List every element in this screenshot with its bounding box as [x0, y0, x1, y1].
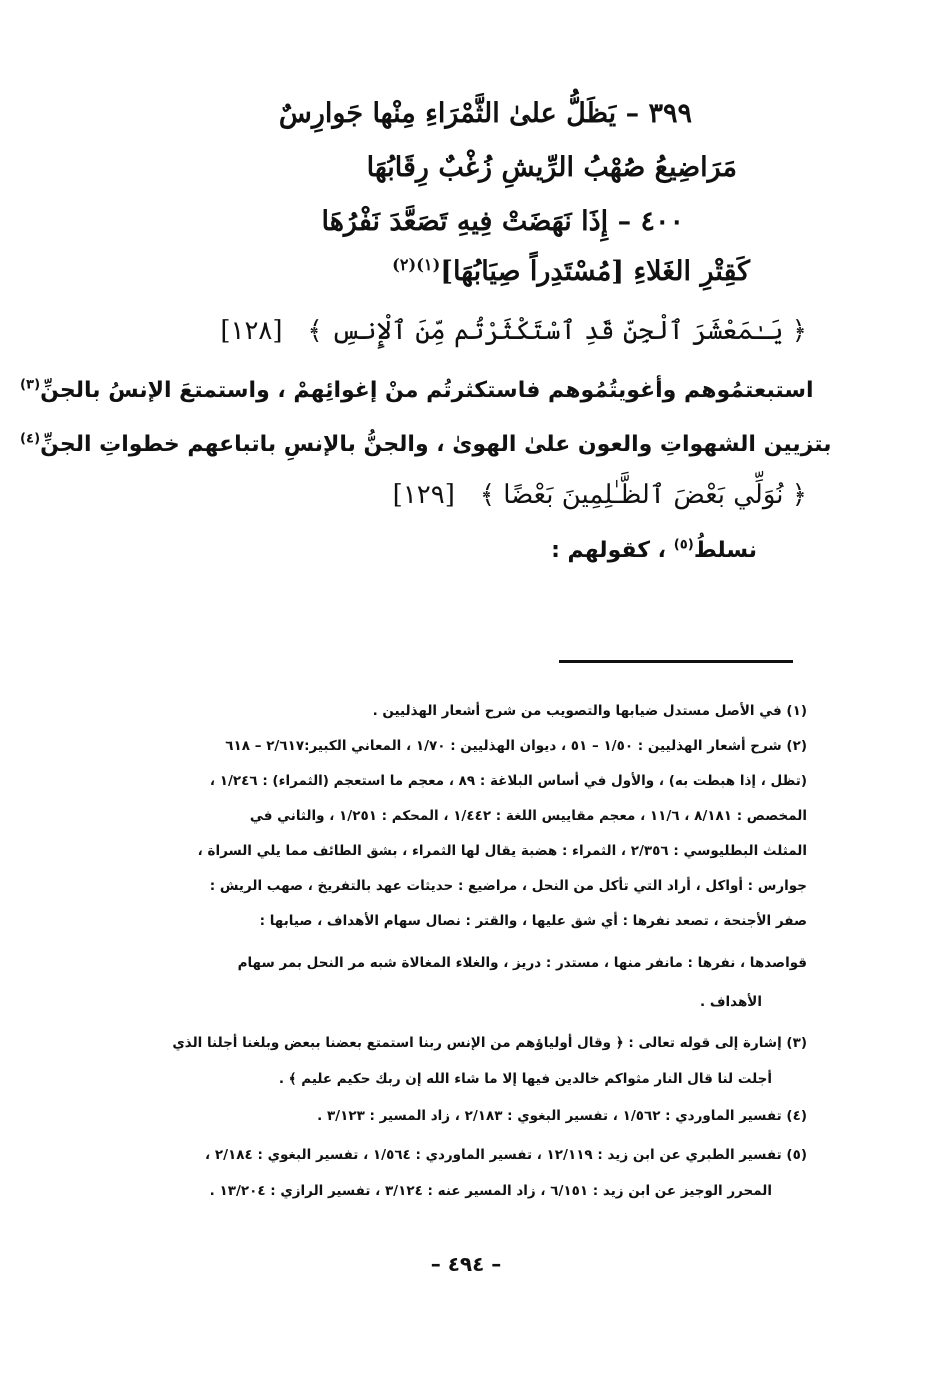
tafsir-line-1 [20, 378, 814, 403]
quran-text: يَـٰمَعْشَرَ ٱلْجِنِّ قَدِ ٱسْتَكْثَرْتُم مِّنَ ٱلْإِنسِ [330, 316, 784, 346]
tafsir-text: بتزيين الشهواتِ والعون علىٰ الهوىٰ ، والجنُّ بالإنسِ باتباعهم خطواتِ الجنِّ [40, 432, 832, 457]
footnote-2-line-7: قواصدها ، نفرها : مانفر منها ، مستدر : دريز ، والغلاء المغالاة شبه مر النحل بمر سهام [237, 955, 807, 971]
footnote-5: (٥) تفسير الطبري عن ابن زيد : ١٢/١١٩ ، تفسير الماوردي : ١/٥٦٤ ، تفسير البغوي : ٢/١٨٤ ، [205, 1147, 807, 1163]
footnote-ref: (٥) [673, 537, 694, 553]
quran-text: نُوَلِّي بَعْضَ ٱلظَّـٰلِمِينَ بَعْضًا [503, 480, 784, 510]
ayah-number: [١٢٩] [392, 480, 455, 510]
tafsir-text: استبعتمُوهم وأغويتُمُوهم فاستكثرتُم منْ إغوائِهمْ ، واستمتعَ الإنسُ بالجنِّ [40, 378, 814, 403]
footnote-ref: (٣) [20, 377, 41, 393]
footnote-2-line-8: الأهداف . [700, 994, 762, 1010]
footnote-2-line-5: جوارس : أواكل ، أراد التي تأكل من النحل ، مراضيع : حديثات عهد بالتفريخ ، صهب الريش : [209, 878, 807, 894]
tafsir-word: نسلطُ [693, 538, 757, 563]
footnote-ref: (٤) [20, 431, 41, 447]
ornate-bracket-close: ﴾ [307, 316, 323, 346]
page-number: – ٤٩٤ – [430, 1252, 502, 1276]
verse-text: كَقِتْرِ الغَلاءِ [مُسْتَدِراً صِيَابُهَا] [440, 256, 750, 287]
verse-399-second-hemistich: مَرَاضِيعُ صُهْبُ الرِّيشِ زُغْبٌ رِقَابُهَا [366, 152, 737, 183]
verse-400-second-hemistich [392, 256, 750, 287]
footnote-2-line-4: المثلث البطليوسي : ٢/٣٥٦ ، الثمراء : هضبة يقال لها الثمراء ، بشق الطائف مما يلي السراة ، [197, 843, 807, 859]
ornate-bracket-open: ﴿ [791, 316, 807, 346]
quran-ayah-128-line [220, 316, 807, 346]
quran-ayah-129-line [393, 480, 807, 510]
footnote-5-line-2: المحرر الوجيز عن ابن زيد : ٦/١٥١ ، زاد المسير عنه : ٣/١٢٤ ، تفسير الرازي : ١٣/٢٠٤ . [209, 1183, 772, 1199]
tafsir-line-2 [20, 432, 831, 457]
footnote-4: (٤) تفسير الماوردي : ١/٥٦٢ ، تفسير البغوي : ٢/١٨٣ ، زاد المسير : ٣/١٢٣ . [317, 1108, 807, 1124]
verse-400-first-hemistich: ٤٠٠ – إِذَا نَهَضَتْ فِيهِ تَصَعَّدَ نَفْرُهَا [321, 206, 684, 237]
verse-399-first-hemistich: ٣٩٩ – يَظَلُّ علىٰ الثَّمْرَاءِ مِنْها جَوارِسٌ [278, 98, 692, 129]
footnote-1: (١) في الأصل مستدل ضيابها والتصويب من شرح أشعار الهذليين . [372, 703, 807, 719]
footnote-3-line-2: أجلت لنا قال النار مثواكم خالدين فيها إلا ما شاء الله إن ربك حكيم عليم ﴾ . [278, 1071, 772, 1087]
ornate-bracket-close: ﴾ [479, 480, 495, 510]
ornate-bracket-open: ﴿ [791, 480, 807, 510]
footnote-2-line-2: (تظل ، إذا هبطت به) ، والأول في أساس البلاغة : ٨٩ ، معجم ما استعجم (الثمراء) : ١/٢٤٦ ، [209, 773, 807, 789]
tafsir-text: ، كقولهم : [551, 538, 667, 563]
footnote-2-line-3: المخصص : ٨/١٨١ ، ١١/٦ ، معجم مقاييس اللغة : ١/٤٤٢ ، المحكم : ١/٢٥١ ، والثاني في [249, 808, 807, 824]
ayah-number: [١٢٨] [220, 316, 283, 346]
footnote-separator [559, 660, 793, 663]
footnote-2: (٢) شرح أشعار الهذليين : ١/٥٠ – ٥١ ، ديوان الهذليين : ١/٧٠ ، المعاني الكبير:٢/٦١٧ – ٦١٨ [225, 738, 807, 754]
footnote-ref: (١)(٢) [392, 255, 441, 274]
tafsir-line-3 [551, 538, 757, 563]
footnote-3: (٣) إشارة إلى قوله تعالى : ﴿ وقال أولياؤهم من الإنس ربنا استمتع بعضنا ببعض وبلغنا أجلنا الذي [172, 1035, 807, 1051]
footnote-2-line-6: صفر الأجنحة ، تصعد نفرها : أي شق عليها ، والقتر : نصال سهام الأهداف ، صيابها : [259, 913, 807, 929]
